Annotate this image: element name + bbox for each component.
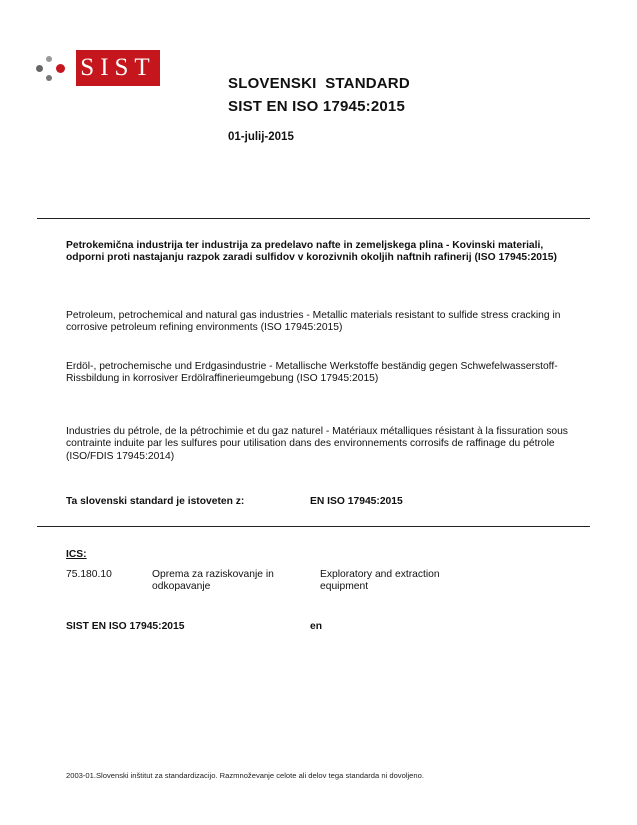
ics-description-en: Exploratory and extraction equipment [320,569,440,593]
title-english: Petroleum, petrochemical and natural gas industries - Metallic materials resistant to sulfide stress cracking in corrosive petroleum refining environments (ISO 17945:2015) [66,310,561,334]
logo-dot-icon [46,56,52,62]
title-slovenian: Petrokemična industrija ter industrija za predelavo nafte in zemeljskega plina - Kovinski materiali, odporni proti nastajanju razpok zaradi sulfidov v korozivnih okoljih naftnih rafinerij (ISO 17945:2015) [66,240,557,264]
logo-dot-icon [36,65,43,72]
title-german: Erdöl-, petrochemische und Erdgasindustrie - Metallische Werkstoffe beständig gegen Schwefelwasserstoff-Rissbildung in korrosiver Erdölraffinerieumgebung (ISO 17945:2015) [66,361,558,385]
top-divider [37,218,590,219]
logo-dot-icon [46,75,52,81]
ics-label: ICS: [66,549,87,560]
copyright-footer: 2003-01.Slovenski inštitut za standardizacijo. Razmnoževanje celote ali delov tega standarda ni dovoljeno. [66,771,424,780]
document-type-title: SLOVENSKI STANDARD [228,75,410,92]
identity-label: Ta slovenski standard je istoveten z: [66,496,245,507]
logo-dot-icon [56,64,65,73]
sist-logo [36,50,166,88]
ics-code: 75.180.10 [66,569,112,580]
publication-date: 01-julij-2015 [228,131,294,143]
standard-id: SIST EN ISO 17945:2015 [228,98,405,115]
title-french: Industries du pétrole, de la pétrochimie et du gaz naturel - Matériaux métalliques résistant à la fissuration sous contrainte induite par les sulfures pour utilisation dans des environnements corrosifs de raffinage du pétrole (ISO/FDIS 17945:2014) [66,426,568,462]
language-line-standard: SIST EN ISO 17945:2015 [66,621,185,632]
bottom-divider [37,526,590,527]
language-line-code: en [310,621,323,632]
identity-value: EN ISO 17945:2015 [310,496,403,507]
logo-text: SIST [76,50,160,86]
ics-description-sl: Oprema za raziskovanje in odkopavanje [152,569,274,593]
